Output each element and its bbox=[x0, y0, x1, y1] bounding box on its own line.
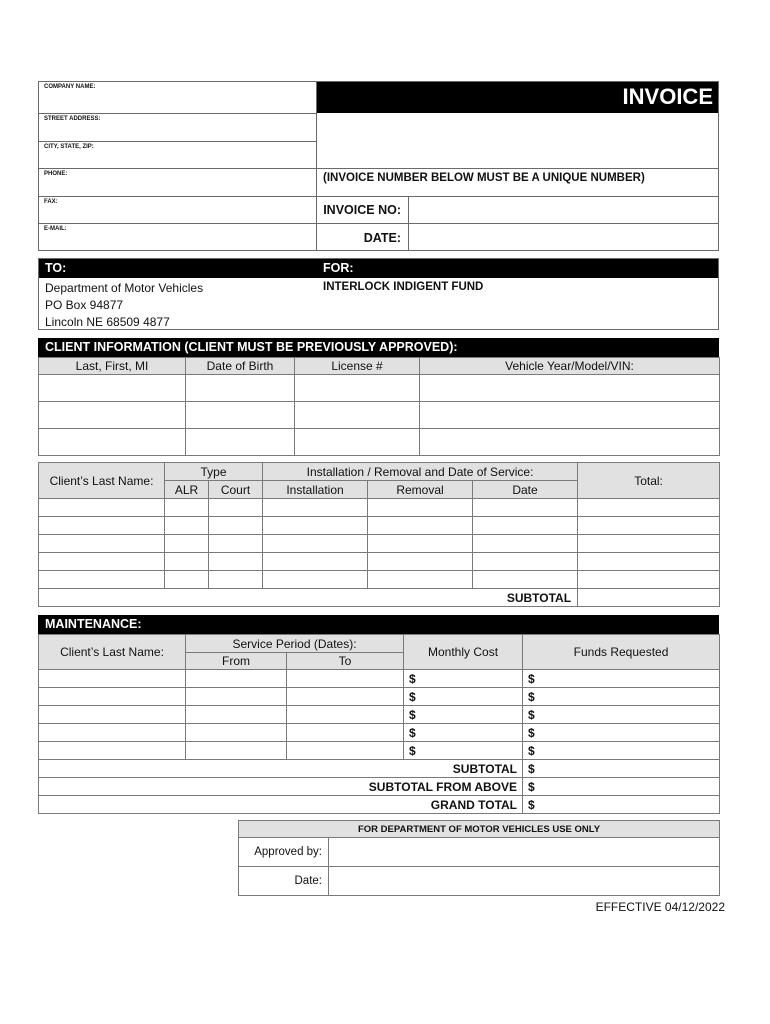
client-license-cell[interactable] bbox=[295, 402, 420, 429]
approved-by-label: Approved by: bbox=[239, 838, 329, 867]
input-cell[interactable] bbox=[186, 724, 287, 742]
input-cell[interactable] bbox=[368, 499, 473, 517]
input-cell[interactable] bbox=[165, 517, 209, 535]
input-cell[interactable] bbox=[186, 742, 287, 760]
email-field[interactable] bbox=[120, 225, 314, 249]
input-cell[interactable] bbox=[263, 517, 368, 535]
subtotal-from-above-field[interactable]: $ bbox=[523, 778, 720, 796]
funds-requested-cell[interactable]: $ bbox=[523, 742, 720, 760]
phone-label: PHONE: bbox=[44, 171, 68, 177]
input-cell[interactable] bbox=[287, 724, 404, 742]
table-row bbox=[39, 517, 720, 535]
input-cell[interactable] bbox=[209, 535, 263, 553]
monthly-cost-cell[interactable]: $ bbox=[404, 742, 523, 760]
col-last-first-mi: Last, First, MI bbox=[39, 358, 186, 375]
client-dob-cell[interactable] bbox=[186, 402, 295, 429]
input-cell[interactable] bbox=[263, 553, 368, 571]
input-cell[interactable] bbox=[186, 706, 287, 724]
grand-total-field[interactable]: $ bbox=[523, 796, 720, 814]
fax-field[interactable] bbox=[120, 198, 314, 222]
input-cell[interactable] bbox=[165, 553, 209, 571]
input-cell[interactable] bbox=[186, 688, 287, 706]
input-cell[interactable] bbox=[39, 571, 165, 589]
funds-requested-cell[interactable]: $ bbox=[523, 670, 720, 688]
install-subtotal-field[interactable] bbox=[578, 589, 720, 607]
for-value: INTERLOCK INDIGENT FUND bbox=[323, 281, 484, 293]
input-cell[interactable] bbox=[473, 535, 578, 553]
input-cell[interactable] bbox=[473, 499, 578, 517]
input-cell[interactable] bbox=[368, 571, 473, 589]
to-heading: TO: bbox=[45, 261, 67, 275]
input-cell[interactable] bbox=[209, 571, 263, 589]
invoice-title: INVOICE bbox=[622, 84, 713, 109]
monthly-cost-cell[interactable]: $ bbox=[404, 706, 523, 724]
to-header: To bbox=[287, 653, 404, 670]
input-cell[interactable] bbox=[263, 571, 368, 589]
input-cell[interactable] bbox=[473, 553, 578, 571]
input-cell[interactable] bbox=[39, 688, 186, 706]
input-cell[interactable] bbox=[578, 499, 720, 517]
input-cell[interactable] bbox=[263, 535, 368, 553]
to-line-1: Department of Motor Vehicles bbox=[45, 281, 204, 295]
col-license: License # bbox=[295, 358, 420, 375]
effective-date: EFFECTIVE 04/12/2022 bbox=[595, 900, 725, 914]
input-cell[interactable] bbox=[39, 670, 186, 688]
maint-subtotal-field[interactable]: $ bbox=[523, 760, 720, 778]
service-header: Installation / Removal and Date of Service: bbox=[263, 463, 578, 481]
for-heading: FOR: bbox=[323, 261, 354, 275]
input-cell[interactable] bbox=[578, 535, 720, 553]
fax-label: FAX: bbox=[44, 199, 58, 205]
invoice-unique-note: (INVOICE NUMBER BELOW MUST BE A UNIQUE NUMBER) bbox=[323, 172, 645, 184]
client-dob-cell[interactable] bbox=[186, 429, 295, 456]
input-cell[interactable] bbox=[473, 571, 578, 589]
table-row bbox=[39, 402, 720, 429]
service-period-header: Service Period (Dates): bbox=[186, 635, 404, 653]
install-subtotal-label: SUBTOTAL bbox=[39, 589, 578, 607]
court-header: Court bbox=[209, 481, 263, 499]
invoice-date-label: DATE: bbox=[363, 231, 401, 245]
input-cell[interactable] bbox=[287, 742, 404, 760]
input-cell[interactable] bbox=[287, 706, 404, 724]
date-header: Date bbox=[473, 481, 578, 499]
table-row bbox=[39, 375, 720, 402]
input-cell[interactable] bbox=[368, 517, 473, 535]
table-row bbox=[39, 429, 720, 456]
input-cell[interactable] bbox=[578, 517, 720, 535]
phone-field[interactable] bbox=[120, 170, 314, 194]
input-cell[interactable] bbox=[39, 535, 165, 553]
client-name-cell[interactable] bbox=[39, 375, 186, 402]
table-row bbox=[39, 535, 720, 553]
input-cell[interactable] bbox=[263, 499, 368, 517]
col-date-of-birth: Date of Birth bbox=[186, 358, 295, 375]
installation-table bbox=[38, 462, 720, 607]
type-header: Type bbox=[165, 463, 263, 481]
dmv-date-label: Date: bbox=[239, 867, 329, 896]
removal-header: Removal bbox=[368, 481, 473, 499]
table-row bbox=[39, 688, 720, 706]
invoice-date-field[interactable] bbox=[410, 225, 717, 249]
table-row bbox=[39, 571, 720, 589]
install-last-name-header: Client’s Last Name: bbox=[39, 463, 165, 499]
grand-total-label: GRAND TOTAL bbox=[39, 796, 523, 814]
table-row bbox=[39, 670, 720, 688]
table-row bbox=[39, 724, 720, 742]
client-info-table bbox=[38, 357, 720, 456]
monthly-cost-cell[interactable]: $ bbox=[404, 688, 523, 706]
client-name-cell[interactable] bbox=[39, 429, 186, 456]
table-row bbox=[39, 706, 720, 724]
input-cell[interactable] bbox=[368, 535, 473, 553]
to-line-3: Lincoln NE 68509 4877 bbox=[45, 315, 170, 329]
client-license-cell[interactable] bbox=[295, 375, 420, 402]
company-name-field[interactable] bbox=[120, 83, 314, 111]
table-row bbox=[39, 553, 720, 571]
monthly-cost-cell[interactable]: $ bbox=[404, 670, 523, 688]
maintenance-table bbox=[38, 634, 720, 814]
funds-requested-cell[interactable]: $ bbox=[523, 724, 720, 742]
input-cell[interactable] bbox=[39, 742, 186, 760]
table-row bbox=[39, 499, 720, 517]
input-cell[interactable] bbox=[287, 688, 404, 706]
city-state-zip-label: CITY, STATE, ZIP: bbox=[44, 144, 94, 150]
alr-header: ALR bbox=[165, 481, 209, 499]
input-cell[interactable] bbox=[209, 517, 263, 535]
funds-requested-cell[interactable]: $ bbox=[523, 706, 720, 724]
input-cell[interactable] bbox=[39, 499, 165, 517]
city-state-zip-field[interactable] bbox=[120, 143, 314, 167]
maintenance-heading: MAINTENANCE: bbox=[45, 617, 142, 631]
input-cell[interactable] bbox=[165, 499, 209, 517]
client-license-cell[interactable] bbox=[295, 429, 420, 456]
input-cell[interactable] bbox=[287, 670, 404, 688]
input-cell[interactable] bbox=[186, 670, 287, 688]
dmv-use-table bbox=[238, 820, 720, 896]
client-dob-cell[interactable] bbox=[186, 375, 295, 402]
input-cell[interactable] bbox=[473, 517, 578, 535]
input-cell[interactable] bbox=[209, 553, 263, 571]
funds-requested-header: Funds Requested bbox=[523, 635, 720, 670]
input-cell[interactable] bbox=[165, 535, 209, 553]
monthly-cost-cell[interactable]: $ bbox=[404, 724, 523, 742]
dmv-date-field[interactable] bbox=[329, 867, 720, 896]
input-cell[interactable] bbox=[39, 724, 186, 742]
input-cell[interactable] bbox=[39, 706, 186, 724]
client-info-heading: CLIENT INFORMATION (CLIENT MUST BE PREVIOUSLY APPROVED): bbox=[45, 340, 458, 354]
input-cell[interactable] bbox=[39, 517, 165, 535]
to-for-bar bbox=[39, 259, 718, 278]
funds-requested-cell[interactable]: $ bbox=[523, 688, 720, 706]
street-address-field[interactable] bbox=[120, 115, 314, 140]
subtotal-from-above-label: SUBTOTAL FROM ABOVE bbox=[39, 778, 523, 796]
total-header: Total: bbox=[578, 463, 720, 499]
invoice-number-label: INVOICE NO: bbox=[323, 203, 401, 217]
col-vehicle: Vehicle Year/Model/VIN: bbox=[420, 358, 720, 375]
client-name-cell[interactable] bbox=[39, 402, 186, 429]
street-address-label: STREET ADDRESS: bbox=[44, 116, 101, 122]
to-line-2: PO Box 94877 bbox=[45, 298, 124, 312]
input-cell[interactable] bbox=[39, 553, 165, 571]
input-cell[interactable] bbox=[368, 553, 473, 571]
client-vehicle-cell[interactable] bbox=[420, 429, 720, 456]
installation-header: Installation bbox=[263, 481, 368, 499]
input-cell[interactable] bbox=[578, 553, 720, 571]
company-name-label: COMPANY NAME: bbox=[44, 84, 96, 90]
dmv-use-heading: FOR DEPARTMENT OF MOTOR VEHICLES USE ONLY bbox=[239, 821, 720, 838]
client-vehicle-cell[interactable] bbox=[420, 375, 720, 402]
invoice-number-field[interactable] bbox=[410, 198, 717, 222]
approved-by-field[interactable] bbox=[329, 838, 720, 867]
input-cell[interactable] bbox=[209, 499, 263, 517]
maint-subtotal-label: SUBTOTAL bbox=[39, 760, 523, 778]
input-cell[interactable] bbox=[578, 571, 720, 589]
monthly-cost-header: Monthly Cost bbox=[404, 635, 523, 670]
table-row bbox=[39, 742, 720, 760]
from-header: From bbox=[186, 653, 287, 670]
maint-last-name-header: Client’s Last Name: bbox=[39, 635, 186, 670]
input-cell[interactable] bbox=[165, 571, 209, 589]
client-vehicle-cell[interactable] bbox=[420, 402, 720, 429]
email-label: E-MAIL: bbox=[44, 226, 67, 232]
